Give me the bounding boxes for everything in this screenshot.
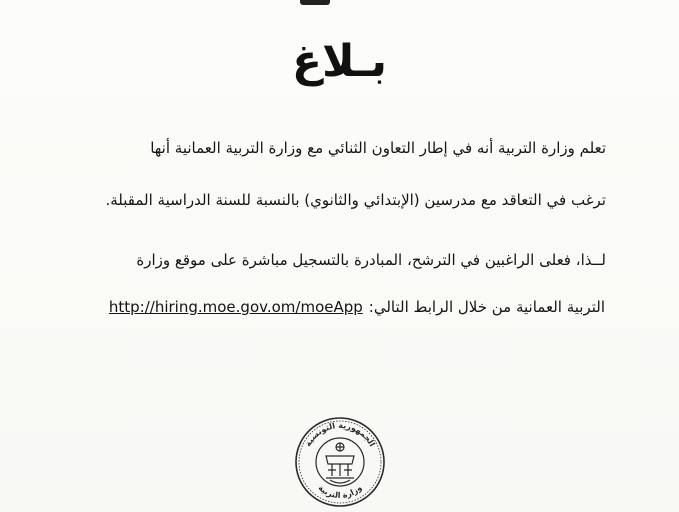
hiring-website-link[interactable]: http://hiring.moe.gov.om/moeApp bbox=[108, 298, 363, 316]
document-title: بـلاغ bbox=[291, 36, 388, 87]
seal-emblem-icon bbox=[326, 443, 354, 483]
seal-inner-text: وزارة التربية bbox=[316, 483, 364, 501]
paragraph1-line1: تعلم وزارة التربية أنه في إطار التعاون الثنائي مع وزارة التربية العمانية أنها bbox=[150, 139, 606, 157]
official-seal-icon bbox=[292, 406, 388, 512]
paragraph2-line2-text: التربية العمانية من خلال الرابط التالي: bbox=[368, 298, 605, 316]
paragraph1-line2: ترغب في التعاقد مع مدرسين (الإبتدائي والثانوي) بالنسبة للسنة الدراسية المقبلة. bbox=[105, 191, 606, 209]
seal-outer-text: الجمهورية التونسية bbox=[303, 420, 377, 449]
top-header-mark bbox=[300, 0, 330, 5]
paragraph2-line1: لــذا، فعلى الراغبين في الترشح، المبادرة بالتسجيل مباشرة على موقع وزارة bbox=[136, 251, 606, 269]
paragraph2-line2 bbox=[65, 298, 605, 316]
